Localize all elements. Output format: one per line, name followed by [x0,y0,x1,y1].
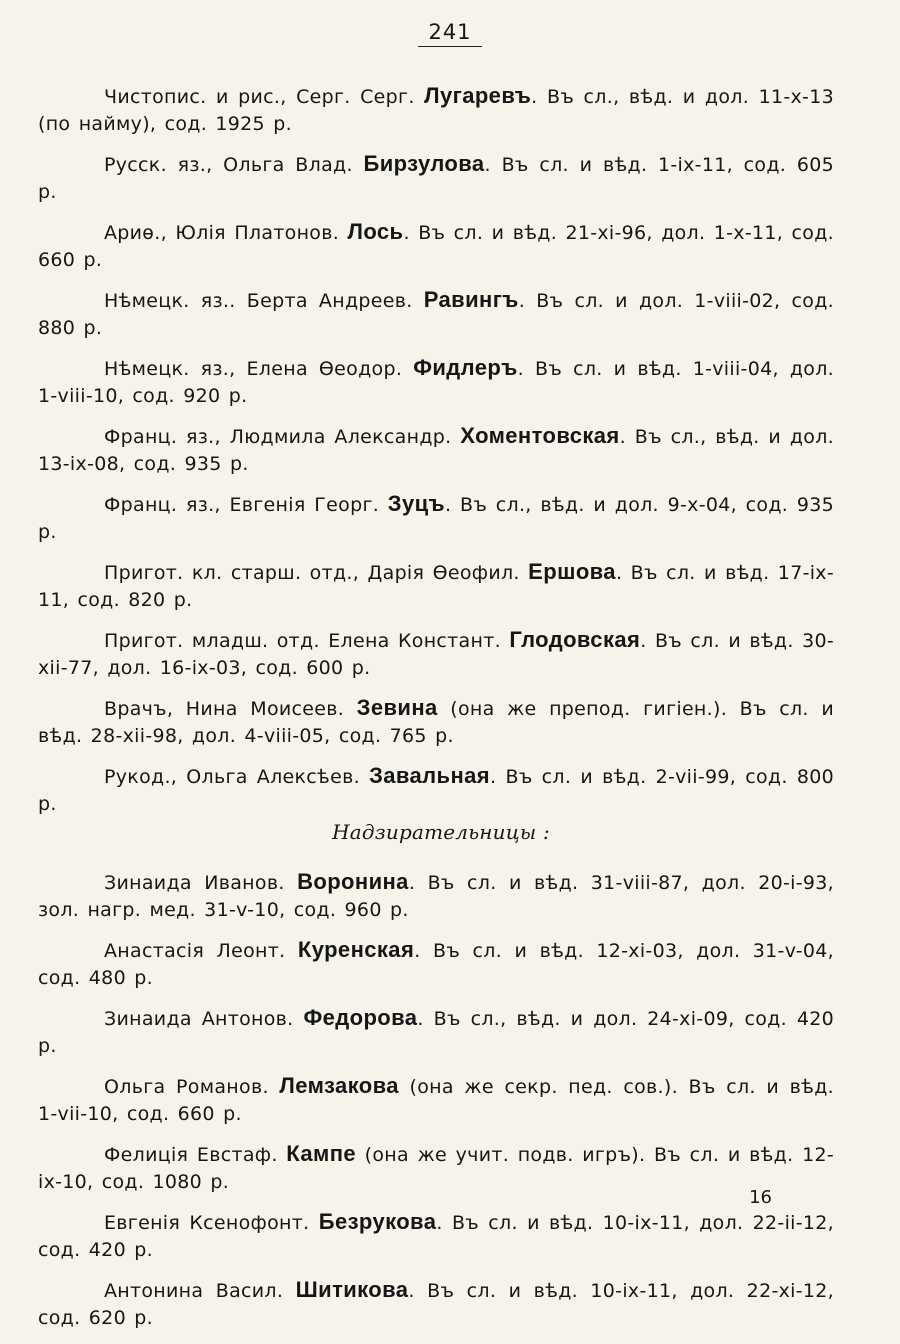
staff-entry [38,490,834,546]
teachers-list [38,82,834,818]
entry-details: . Въ сл., вѣд. и дол. 11-x-13 (по найму), сод. 1925 р. [38,86,834,135]
entry-details: . Въ сл. и вѣд. 17-ix-11, сод. 820 р. [38,562,835,611]
staff-entry [38,218,834,274]
entry-surname: Глодовская [509,627,641,652]
entry-subject: Фелиція Евстаф. [104,1144,287,1166]
entry-surname: Воронина [297,869,409,894]
entry-subject: Русск. яз., Ольга Влад. [104,154,364,176]
entry-subject: Зинаида Иванов. [104,872,298,894]
staff-entry [38,422,834,478]
entry-subject: Антонина Васил. [104,1280,296,1302]
entry-surname: Шитикова [295,1277,409,1302]
entry-surname: Лось [347,219,404,244]
staff-entry [38,558,834,614]
staff-entry [38,150,834,206]
entry-surname: Зуцъ [387,491,445,516]
staff-entry [38,82,834,138]
entry-surname: Равингъ [423,287,519,312]
entry-details: . Въ сл. и вѣд. 1-ix-11, сод. 605 р. [38,154,834,203]
entry-surname: Бирзулова [363,151,485,176]
entry-surname: Зевина [356,695,438,720]
entry-surname: Завальная [369,763,491,788]
entry-surname: Федорова [303,1005,418,1030]
entry-surname: Ершова [528,559,616,584]
staff-entry [38,762,834,818]
entry-subject: Зинаида Антонов. [104,1008,304,1030]
entry-surname: Фидлеръ [413,355,518,380]
entry-details: . Въ сл. и вѣд. 2-vii-99, сод. 800 р. [38,766,834,815]
entry-subject: Нѣмецк. яз.. Берта Андреев. [104,290,424,312]
entry-surname: Кампе [286,1141,357,1166]
entry-details: . Въ сл. и вѣд. 12-xi-03, дол. 31-v-04, сод. 480 р. [38,940,834,989]
entry-subject: Рукод., Ольга Алексѣев. [104,766,370,788]
staff-entry [38,868,834,924]
entry-details: . Въ сл., вѣд. и дол. 24-xi-09, сод. 420 р. [38,1008,834,1057]
entry-surname: Хоментовская [460,423,620,448]
entry-subject: Ольга Романов. [104,1076,280,1098]
entry-surname: Безрукова [318,1209,437,1234]
entry-details: (она же секр. пед. сов.). Въ сл. и вѣд. 1-vii-10, сод. 660 р. [38,1076,834,1125]
entry-subject: Нѣмецк. яз., Елена Ѳеодор. [104,358,414,380]
entry-details: . Въ сл. и вѣд. 10-ix-11, дол. 22-xi-12, сод. 620 р. [38,1280,835,1329]
entry-subject: Ариѳ., Юлія Платонов. [104,222,348,244]
entry-details: (она же препод. гигіен.). Въ сл. и вѣд. 28-xii-98, дол. 4-viii-05, сод. 765 р. [38,698,834,747]
signature-mark: 16 [749,1187,772,1208]
entry-details: . Въ сл. и вѣд. 1-viii-04, дол. 1-viii-10, сод. 920 р. [38,358,834,407]
entry-subject: Пригот. кл. старш. отд., Дарія Ѳеофил. [104,562,529,584]
entry-subject: Пригот. младш. отд. Елена Констант. [104,630,510,652]
supervisors-list [38,868,834,1332]
entry-details: (она же учит. подв. игръ). Въ сл. и вѣд. 12-ix-10, сод. 1080 р. [38,1144,835,1193]
entry-surname: Лугаревъ [424,83,532,108]
entry-subject: Анастасія Леонт. [104,940,298,962]
entry-details: . Въ сл., вѣд. и дол. 9-x-04, сод. 935 р. [38,494,834,543]
entry-subject: Евгенія Ксенофонт. [104,1212,319,1234]
staff-entry [38,1276,834,1332]
entry-surname: Лемзакова [279,1073,399,1098]
entry-subject: Врачъ, Нина Моисеев. [104,698,357,720]
entry-details: . Въ сл. и вѣд. 31-viii-87, дол. 20-i-93, зол. нагр. мед. 31-v-10, сод. 960 р. [38,872,834,921]
staff-entry [38,936,834,992]
staff-entry [38,1004,834,1060]
entry-subject: Франц. яз., Евгенія Георг. [104,494,388,516]
staff-list [38,82,834,1344]
entry-details: . Въ сл. и вѣд. 30-xii-77, дол. 16-ix-03, сод. 600 р. [38,630,834,679]
staff-entry [38,286,834,342]
staff-entry [38,626,834,682]
entry-surname: Куренская [297,937,415,962]
page-number-text: 241 [418,20,481,47]
entry-subject: Франц. яз., Людмила Александр. [104,426,461,448]
page-number [0,20,900,47]
entry-details: . Въ сл. и вѣд. 21-xi-96, дол. 1-x-11, сод. 660 р. [38,222,834,271]
staff-entry [38,694,834,750]
staff-entry [38,1140,834,1196]
entry-subject: Чистопис. и рис., Серг. Серг. [104,86,425,108]
staff-entry [38,1072,834,1128]
staff-entry [38,1208,834,1264]
entry-details: . Въ сл. и вѣд. 10-ix-11, дол. 22-ii-12, сод. 420 р. [38,1212,834,1261]
entry-details: . Въ сл. и дол. 1-viii-02, сод. 880 р. [38,290,834,339]
staff-entry [38,354,834,410]
section-heading: Надзирательницы : [332,820,550,844]
entry-details: . Въ сл., вѣд. и дол. 13-ix-08, сод. 935 р. [38,426,834,475]
